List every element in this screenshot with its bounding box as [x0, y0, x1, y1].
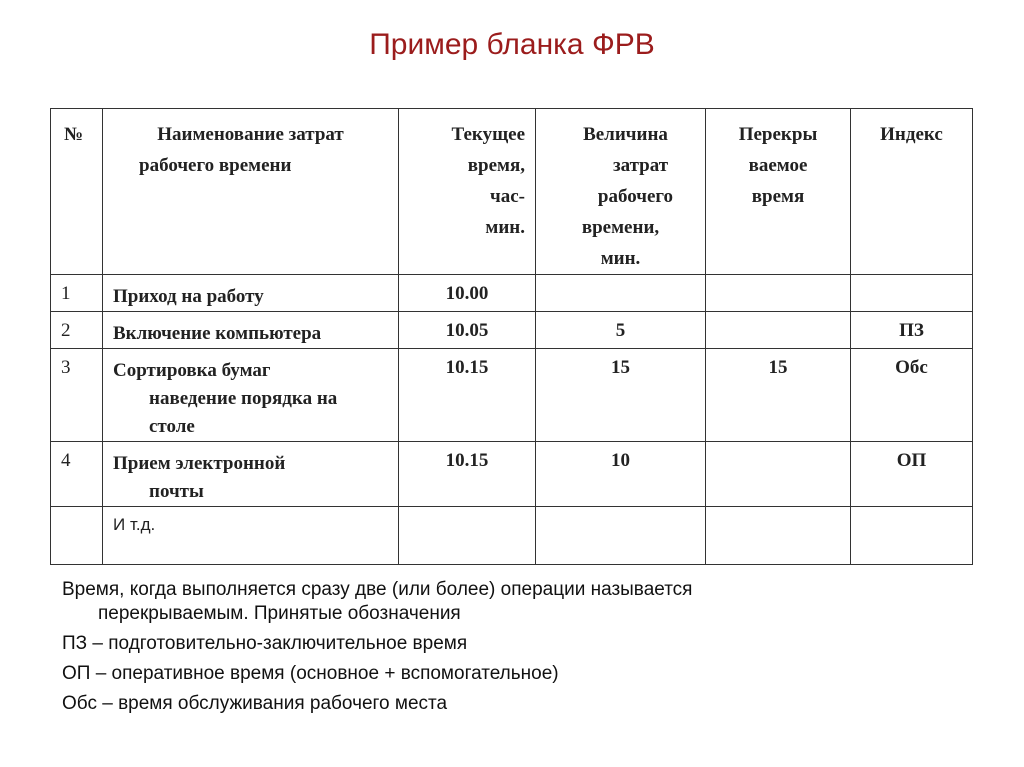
note-pz: ПЗ – подготовительно-заключительное время: [62, 633, 468, 654]
header-index: Индекс: [851, 109, 973, 275]
header-name: Наименование затрат рабочего времени: [103, 109, 399, 275]
row-num: 4: [51, 442, 103, 507]
header-overlap-time: Перекры ваемое время: [706, 109, 851, 275]
header-num: №: [51, 109, 103, 275]
row-index: Обс: [851, 349, 973, 442]
row-num-empty: [51, 507, 103, 565]
frv-form-table: [50, 108, 973, 565]
row-num: 1: [51, 275, 103, 312]
note-overlap-definition: Время, когда выполняется сразу две (или более) операции называется: [62, 579, 693, 600]
row-num: 2: [51, 312, 103, 349]
row-name: Сортировка бумаг наведение порядка на столе: [103, 349, 399, 442]
empty-cell: [706, 507, 851, 565]
header-current-time: Текущее время, час- мин.: [399, 109, 536, 275]
row-overlap-time: [706, 442, 851, 507]
row-time-value: 10: [536, 442, 706, 507]
empty-cell: [399, 507, 536, 565]
table-row: [51, 442, 973, 507]
notes-block: [62, 578, 962, 716]
row-time-value: 15: [536, 349, 706, 442]
table-row: [51, 312, 973, 349]
row-time-value: [536, 275, 706, 312]
note-overlap-definition-cont: перекрываемым. Принятые обозначения: [98, 603, 461, 624]
page-title: Пример бланка ФРВ: [369, 28, 655, 61]
row-current-time: 10.00: [399, 275, 536, 312]
row-current-time: 10.15: [399, 442, 536, 507]
table-row-etc: [51, 507, 973, 565]
note-op: ОП – оперативное время (основное + вспомогательное): [62, 663, 559, 684]
table-row: [51, 275, 973, 312]
row-current-time: 10.05: [399, 312, 536, 349]
row-overlap-time: [706, 312, 851, 349]
row-name: Включение компьютера: [103, 312, 399, 349]
row-etc: И т.д.: [103, 507, 399, 565]
row-overlap-time: 15: [706, 349, 851, 442]
note-obs: Обс – время обслуживания рабочего места: [62, 693, 448, 714]
row-index: ОП: [851, 442, 973, 507]
row-num: 3: [51, 349, 103, 442]
row-index: ПЗ: [851, 312, 973, 349]
table-row: [51, 349, 973, 442]
row-index: [851, 275, 973, 312]
header-time-value: Величина затрат рабочего времени, мин.: [536, 109, 706, 275]
row-overlap-time: [706, 275, 851, 312]
row-name: Приход на работу: [103, 275, 399, 312]
table-header-row: [51, 109, 973, 275]
row-time-value: 5: [536, 312, 706, 349]
row-name: Прием электронной почты: [103, 442, 399, 507]
empty-cell: [536, 507, 706, 565]
empty-cell: [851, 507, 973, 565]
row-current-time: 10.15: [399, 349, 536, 442]
